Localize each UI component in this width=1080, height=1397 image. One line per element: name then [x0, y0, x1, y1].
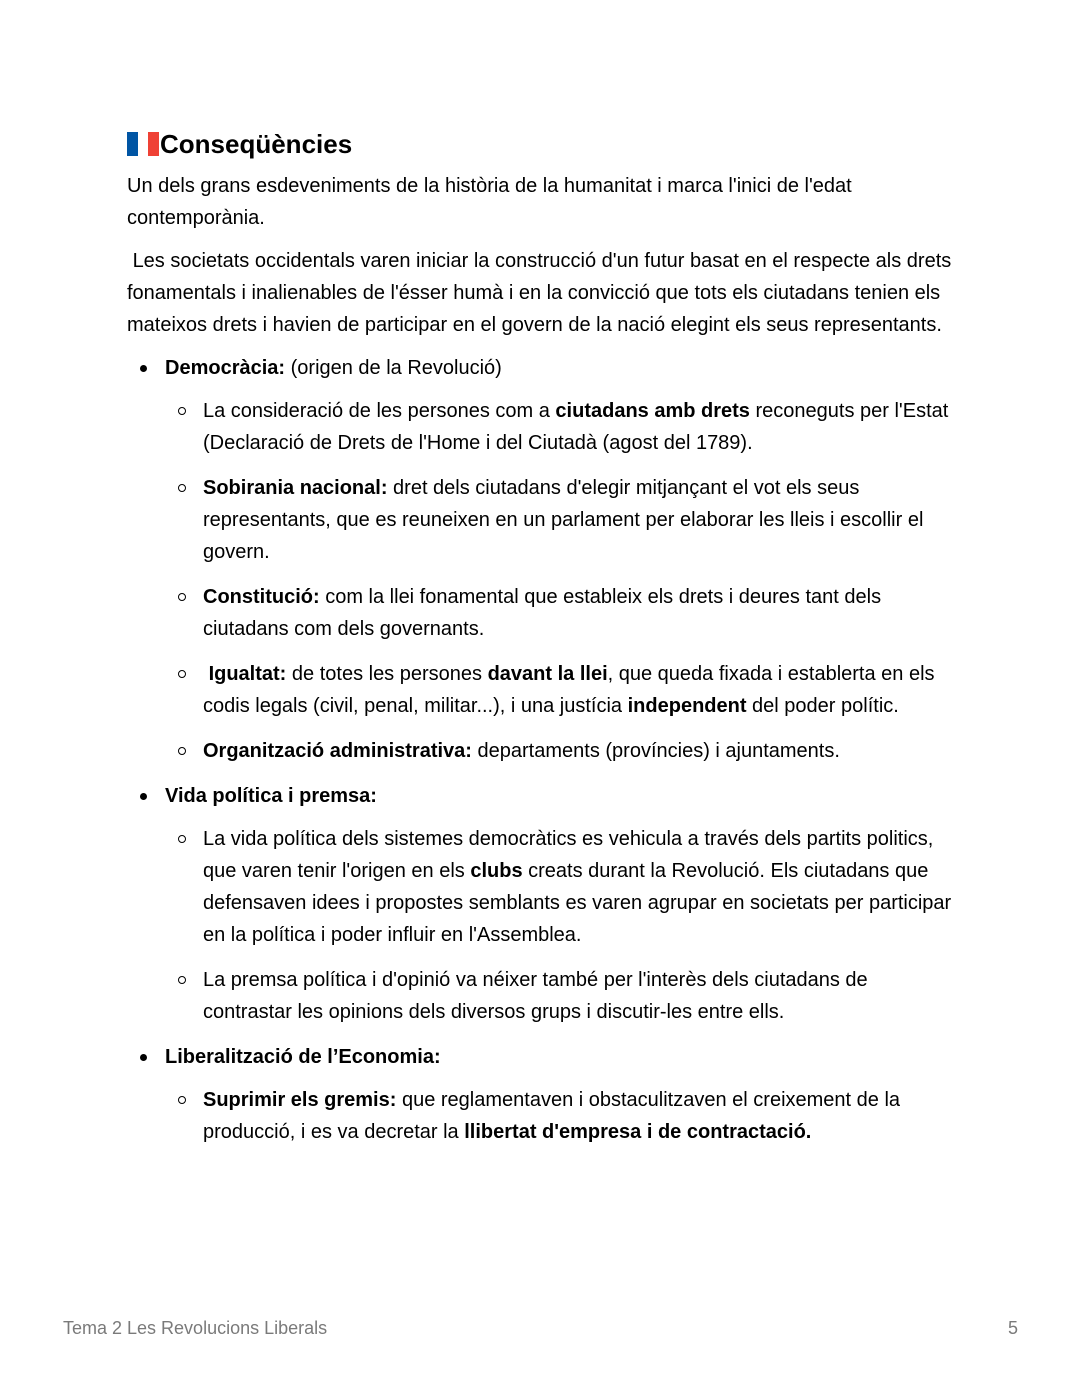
list-item-label: Liberalització de l’Economia: [165, 1046, 441, 1068]
text-run: que reglamentaven i obstaculitzaven el creixement de la producció, i es va decretar la [203, 1089, 906, 1143]
bold-text: Igualtat: [203, 663, 287, 685]
bold-text: Constitució: [203, 586, 320, 608]
bold-text: davant la llei [487, 663, 608, 685]
list-item [127, 352, 953, 767]
flag-blue-stripe [127, 132, 138, 156]
text-run: creats durant la Revolució. Els ciutadans que defensaven idees i propostes semblants es varen agrupar en societats per participar en la política i poder influir en l'Assemblea. [203, 860, 957, 946]
sub-list-item [165, 735, 953, 767]
bold-text: independent [627, 695, 747, 717]
bullet-list [127, 352, 957, 1148]
text-run: com la llei fonamental que estableix els drets i deures tant dels ciutadans com dels governants. [203, 586, 887, 640]
bold-text: Sobirania nacional: [203, 477, 388, 499]
bold-text: llibertat d'empresa i de contractació. [464, 1121, 812, 1143]
text-run: La vida política dels sistemes democràtics es vehicula a través dels partits politics, que varen tenir l'origen en els [203, 828, 939, 882]
bold-text: Suprimir els gremis: [203, 1089, 397, 1111]
document-page [127, 126, 957, 1161]
flag-red-stripe [148, 132, 159, 156]
sub-list [165, 1084, 953, 1148]
list-item-label: Democràcia: [165, 357, 286, 379]
bold-text: clubs [470, 860, 523, 882]
flag-white-stripe [138, 132, 149, 156]
intro-paragraph: Les societats occidentals varen iniciar la construcció d'un futur basat en el respecte als drets fonamentals i inalienables de l'ésser humà i en la convicció que tots els ciutadans tenien els mateixos drets i havien de participar en el govern de la nació elegint els seus representants. [127, 250, 957, 336]
section-heading [127, 126, 953, 162]
sub-list-item [165, 395, 953, 459]
text-run: , que queda fixada i establerta en els codis legals (civil, penal, militar...), i una justícia [203, 663, 941, 717]
bold-text: ciutadans amb drets [555, 400, 750, 422]
text-run: reconeguts per l'Estat (Declaració de Drets de l'Home i del Ciutadà (agost del 1789). [203, 400, 954, 454]
section-title: Conseqüències [160, 129, 353, 159]
sub-list-item [165, 581, 953, 645]
text-run: dret dels ciutadans d'elegir mitjançant el vot els seus representants, que es reuneixen en un parlament per elaborar les lleis i escollir el govern. [203, 477, 929, 563]
french-flag-icon [127, 132, 159, 156]
sub-list-item [165, 964, 953, 1028]
bold-text: Organització administrativa: [203, 740, 472, 762]
sub-list [165, 823, 957, 1028]
footer-document-title: Tema 2 Les Revolucions Liberals [63, 1318, 328, 1338]
list-item [127, 780, 957, 1028]
list-item-text: (origen de la Revolució) [285, 357, 502, 379]
list-item [127, 1041, 953, 1148]
sub-list [165, 395, 953, 767]
sub-list-item [165, 658, 953, 722]
text-run: La consideració de les persones com a [203, 400, 556, 422]
sub-list-item [165, 823, 957, 951]
text-run: del poder polític. [746, 695, 899, 717]
intro-paragraph: Un dels grans esdeveniments de la història de la humanitat i marca l'inici de l'edat contemporània. [127, 175, 852, 229]
page-footer [63, 1318, 1018, 1339]
sub-list-item [165, 472, 953, 568]
sub-list-item [165, 1084, 953, 1148]
text-run: de totes les persones [286, 663, 488, 685]
page-number: 5 [1007, 1318, 1018, 1338]
text-run: La premsa política i d'opinió va néixer també per l'interès dels ciutadans de contrastar les opinions dels diversos grups i discutir-les entre ells. [203, 969, 874, 1023]
text-run: departaments (províncies) i ajuntaments. [471, 740, 840, 762]
list-item-label: Vida política i premsa: [165, 785, 377, 807]
